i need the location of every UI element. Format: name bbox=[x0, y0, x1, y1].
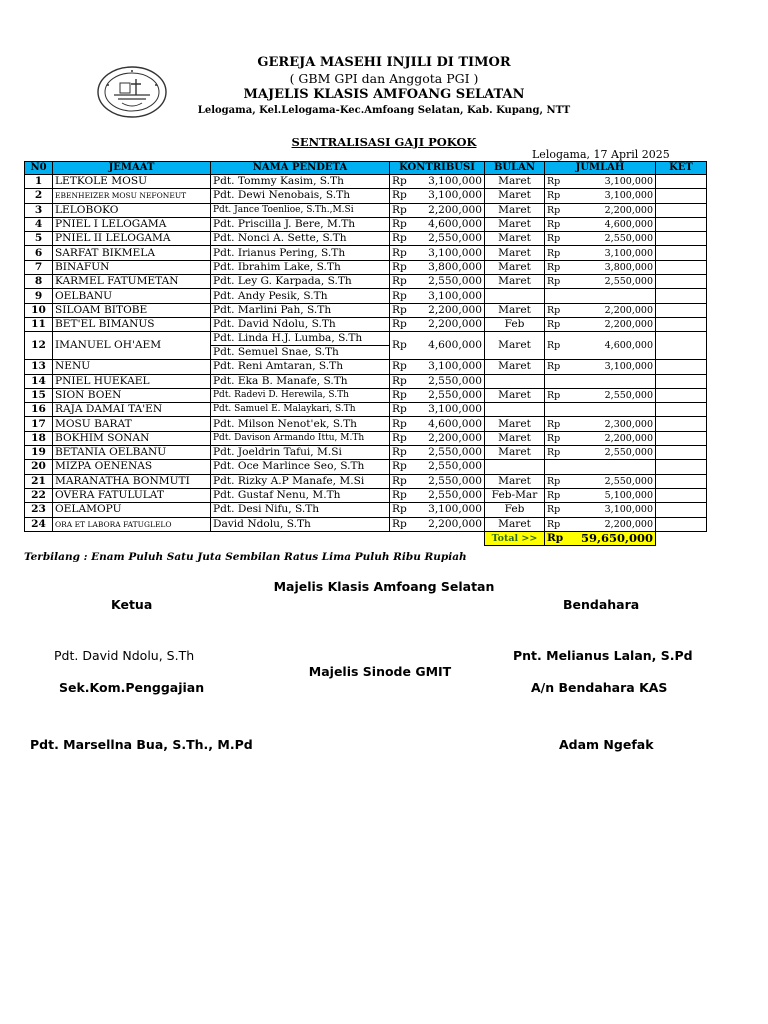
salary-table bbox=[24, 161, 707, 546]
row-jumlah-currency bbox=[545, 374, 573, 388]
row-jumlah bbox=[573, 289, 656, 303]
row-jemaat: SION BOEN bbox=[53, 388, 211, 402]
row-jumlah-currency: Rp bbox=[545, 332, 573, 360]
row-kontribusi-currency: Rp bbox=[390, 260, 418, 274]
row-kontribusi-currency: Rp bbox=[390, 503, 418, 517]
row-jumlah: 2,300,000 bbox=[573, 417, 656, 431]
row-jumlah-currency: Rp bbox=[545, 517, 573, 531]
row-bulan: Feb bbox=[485, 503, 545, 517]
row-jumlah-currency: Rp bbox=[545, 417, 573, 431]
row-ket bbox=[656, 360, 707, 374]
table-row bbox=[25, 503, 707, 517]
row-kontribusi: 2,200,000 bbox=[418, 303, 485, 317]
row-ket bbox=[656, 217, 707, 231]
row-ket bbox=[656, 431, 707, 445]
row-pendeta: Pdt. Radevi D. Herewila, S.Th bbox=[211, 388, 390, 402]
total-row bbox=[25, 531, 707, 545]
row-kontribusi: 4,600,000 bbox=[418, 217, 485, 231]
row-no: 12 bbox=[25, 332, 53, 360]
row-jemaat: MIZPA OENENAS bbox=[53, 460, 211, 474]
table-row bbox=[25, 360, 707, 374]
row-kontribusi: 2,550,000 bbox=[418, 388, 485, 402]
row-kontribusi-currency: Rp bbox=[390, 175, 418, 189]
row-jemaat: EBENHEIZER MOSU NEFONEUT bbox=[53, 189, 211, 203]
row-jumlah-currency: Rp bbox=[545, 189, 573, 203]
total-ket-spacer bbox=[656, 531, 707, 545]
row-kontribusi: 2,200,000 bbox=[418, 317, 485, 331]
sig-ketua-title: Ketua bbox=[111, 597, 153, 612]
sig-majelis-sinode: Majelis Sinode GMIT bbox=[308, 664, 452, 679]
col-header-pendeta: NAMA PENDETA bbox=[211, 162, 390, 175]
row-bulan: Maret bbox=[485, 417, 545, 431]
row-bulan: Maret bbox=[485, 260, 545, 274]
row-kontribusi: 3,100,000 bbox=[418, 175, 485, 189]
row-jemaat: PNIEL I LELOGAMA bbox=[53, 217, 211, 231]
row-jumlah: 2,550,000 bbox=[573, 275, 656, 289]
row-jumlah: 2,550,000 bbox=[573, 446, 656, 460]
row-jemaat: BOKHIM SONAN bbox=[53, 431, 211, 445]
row-kontribusi-currency: Rp bbox=[390, 289, 418, 303]
row-kontribusi-currency: Rp bbox=[390, 360, 418, 374]
row-jumlah: 2,550,000 bbox=[573, 232, 656, 246]
row-jumlah-currency: Rp bbox=[545, 360, 573, 374]
row-kontribusi: 3,100,000 bbox=[418, 246, 485, 260]
table-row bbox=[25, 289, 707, 303]
row-jumlah: 2,200,000 bbox=[573, 303, 656, 317]
row-jemaat: BETANIA OELBANU bbox=[53, 446, 211, 460]
row-jumlah-currency: Rp bbox=[545, 275, 573, 289]
row-jumlah: 2,550,000 bbox=[573, 474, 656, 488]
row-pendeta: Pdt. Dewi Nenobais, S.Th bbox=[211, 189, 390, 203]
row-pendeta: Pdt. Reni Amtaran, S.Th bbox=[211, 360, 390, 374]
row-kontribusi: 2,550,000 bbox=[418, 446, 485, 460]
row-jemaat: LELOBOKO bbox=[53, 203, 211, 217]
row-jemaat: BINAFUN bbox=[53, 260, 211, 274]
row-bulan: Maret bbox=[485, 332, 545, 360]
row-jumlah: 3,100,000 bbox=[573, 503, 656, 517]
table-row bbox=[25, 203, 707, 217]
row-kontribusi: 2,200,000 bbox=[418, 203, 485, 217]
table-row bbox=[25, 317, 707, 331]
row-pendeta-primary: Pdt. Linda H.J. Lumba, S.Th bbox=[211, 332, 389, 346]
row-jemaat: LETKOLE MOSU bbox=[53, 175, 211, 189]
row-jumlah: 2,200,000 bbox=[573, 431, 656, 445]
row-jemaat: MOSU BARAT bbox=[53, 417, 211, 431]
table-row bbox=[25, 246, 707, 260]
sig-sekkom-title: Sek.Kom.Penggajian bbox=[59, 680, 205, 695]
table-row bbox=[25, 488, 707, 502]
row-ket bbox=[656, 203, 707, 217]
row-kontribusi: 4,600,000 bbox=[418, 332, 485, 360]
row-kontribusi-currency: Rp bbox=[390, 203, 418, 217]
row-ket bbox=[656, 275, 707, 289]
row-pendeta: Pdt. Eka B. Manafe, S.Th bbox=[211, 374, 390, 388]
table-row bbox=[25, 517, 707, 531]
row-ket bbox=[656, 332, 707, 360]
total-value: 59,650,000 bbox=[573, 531, 656, 545]
col-header-jumlah: JUMLAH bbox=[545, 162, 656, 175]
row-kontribusi: 3,800,000 bbox=[418, 260, 485, 274]
sig-kas-name: Adam Ngefak bbox=[559, 737, 654, 752]
row-no: 1 bbox=[25, 175, 53, 189]
row-kontribusi: 2,550,000 bbox=[418, 488, 485, 502]
row-kontribusi-currency: Rp bbox=[390, 431, 418, 445]
sig-majelis-klasis: Majelis Klasis Amfoang Selatan bbox=[273, 579, 495, 594]
row-bulan: Maret bbox=[485, 517, 545, 531]
row-kontribusi-currency: Rp bbox=[390, 303, 418, 317]
row-no: 4 bbox=[25, 217, 53, 231]
row-bulan: Maret bbox=[485, 474, 545, 488]
row-pendeta: Pdt. David Ndolu, S.Th bbox=[211, 317, 390, 331]
table-row bbox=[25, 417, 707, 431]
row-pendeta: Pdt. Irianus Pering, S.Th bbox=[211, 246, 390, 260]
sig-bendahara-title: Bendahara bbox=[563, 597, 640, 612]
row-kontribusi-currency: Rp bbox=[390, 317, 418, 331]
row-kontribusi: 2,550,000 bbox=[418, 474, 485, 488]
row-jumlah: 5,100,000 bbox=[573, 488, 656, 502]
row-kontribusi-currency: Rp bbox=[390, 388, 418, 402]
row-jumlah: 4,600,000 bbox=[573, 332, 656, 360]
row-kontribusi: 4,600,000 bbox=[418, 417, 485, 431]
row-pendeta: Pdt. Andy Pesik, S.Th bbox=[211, 289, 390, 303]
row-jumlah-currency bbox=[545, 289, 573, 303]
row-no: 9 bbox=[25, 289, 53, 303]
row-ket bbox=[656, 175, 707, 189]
row-no: 20 bbox=[25, 460, 53, 474]
row-bulan: Maret bbox=[485, 175, 545, 189]
row-jemaat: OELBANU bbox=[53, 289, 211, 303]
row-jemaat: ORA ET LABORA FATUGLELO bbox=[53, 517, 211, 531]
sig-an-bendahara-title: A/n Bendahara KAS bbox=[531, 680, 668, 695]
row-ket bbox=[656, 460, 707, 474]
row-kontribusi: 2,550,000 bbox=[418, 460, 485, 474]
row-bulan: Maret bbox=[485, 203, 545, 217]
row-no: 5 bbox=[25, 232, 53, 246]
row-jemaat: SARFAT BIKMELA bbox=[53, 246, 211, 260]
row-ket bbox=[656, 503, 707, 517]
row-pendeta: Pdt. Desi Nifu, S.Th bbox=[211, 503, 390, 517]
row-jumlah: 4,600,000 bbox=[573, 217, 656, 231]
row-no: 14 bbox=[25, 374, 53, 388]
org-subtitle: ( GBM GPI dan Anggota PGI ) bbox=[289, 71, 479, 86]
row-jumlah-currency: Rp bbox=[545, 217, 573, 231]
row-ket bbox=[656, 189, 707, 203]
total-spacer bbox=[25, 531, 485, 545]
row-bulan: Maret bbox=[485, 388, 545, 402]
row-kontribusi-currency: Rp bbox=[390, 217, 418, 231]
row-no: 3 bbox=[25, 203, 53, 217]
row-jumlah-currency: Rp bbox=[545, 175, 573, 189]
row-bulan bbox=[485, 460, 545, 474]
row-jumlah: 2,200,000 bbox=[573, 317, 656, 331]
row-kontribusi-currency: Rp bbox=[390, 232, 418, 246]
row-bulan bbox=[485, 374, 545, 388]
row-kontribusi-currency: Rp bbox=[390, 517, 418, 531]
row-jumlah-currency bbox=[545, 403, 573, 417]
row-jemaat: PNIEL II LELOGAMA bbox=[53, 232, 211, 246]
row-pendeta: Pdt. Joeldrin Tafui, M.Si bbox=[211, 446, 390, 460]
row-kontribusi: 3,100,000 bbox=[418, 403, 485, 417]
table-row bbox=[25, 275, 707, 289]
row-jumlah: 3,100,000 bbox=[573, 175, 656, 189]
table-header-row bbox=[25, 162, 707, 175]
row-kontribusi-currency: Rp bbox=[390, 460, 418, 474]
row-bulan: Maret bbox=[485, 360, 545, 374]
table-row bbox=[25, 217, 707, 231]
row-kontribusi: 2,200,000 bbox=[418, 517, 485, 531]
row-bulan bbox=[485, 403, 545, 417]
row-bulan: Maret bbox=[485, 446, 545, 460]
row-jemaat: PNIEL HUEKAEL bbox=[53, 374, 211, 388]
row-kontribusi: 3,100,000 bbox=[418, 189, 485, 203]
row-kontribusi-currency: Rp bbox=[390, 246, 418, 260]
row-ket bbox=[656, 474, 707, 488]
row-no: 18 bbox=[25, 431, 53, 445]
row-ket bbox=[656, 303, 707, 317]
row-jumlah-currency: Rp bbox=[545, 446, 573, 460]
row-jemaat: IMANUEL OH'AEM bbox=[53, 332, 211, 360]
row-pendeta: Pdt. Marlini Pah, S.Th bbox=[211, 303, 390, 317]
row-kontribusi-currency: Rp bbox=[390, 275, 418, 289]
col-header-jemaat: JEMAAT bbox=[53, 162, 211, 175]
row-ket bbox=[656, 417, 707, 431]
row-no: 21 bbox=[25, 474, 53, 488]
row-no: 19 bbox=[25, 446, 53, 460]
row-jemaat: NENU bbox=[53, 360, 211, 374]
table-row bbox=[25, 374, 707, 388]
row-kontribusi-currency: Rp bbox=[390, 488, 418, 502]
row-ket bbox=[656, 246, 707, 260]
sig-sekkom-name: Pdt. Marsellna Bua, S.Th., M.Pd bbox=[30, 737, 253, 752]
table-row bbox=[25, 189, 707, 203]
row-kontribusi-currency: Rp bbox=[390, 332, 418, 360]
row-ket bbox=[656, 374, 707, 388]
row-jemaat: MARANATHA BONMUTI bbox=[53, 474, 211, 488]
row-jumlah bbox=[573, 403, 656, 417]
row-pendeta: David Ndolu, S.Th bbox=[211, 517, 390, 531]
row-pendeta: Pdt. Ley G. Karpada, S.Th bbox=[211, 275, 390, 289]
row-bulan: Maret bbox=[485, 246, 545, 260]
row-jumlah-currency: Rp bbox=[545, 246, 573, 260]
row-kontribusi-currency: Rp bbox=[390, 446, 418, 460]
row-jemaat: KARMEL FATUMETAN bbox=[53, 275, 211, 289]
row-no: 11 bbox=[25, 317, 53, 331]
row-jumlah-currency: Rp bbox=[545, 503, 573, 517]
row-no: 17 bbox=[25, 417, 53, 431]
row-no: 13 bbox=[25, 360, 53, 374]
row-jumlah: 2,550,000 bbox=[573, 388, 656, 402]
row-pendeta: Pdt. Jance Toenlioe, S.Th.,M.Si bbox=[211, 203, 390, 217]
table-row bbox=[25, 446, 707, 460]
table-row bbox=[25, 232, 707, 246]
row-pendeta: Pdt. Priscilla J. Bere, M.Th bbox=[211, 217, 390, 231]
row-pendeta: Pdt. Rizky A.P Manafe, M.Si bbox=[211, 474, 390, 488]
row-jumlah-currency bbox=[545, 460, 573, 474]
table-row bbox=[25, 474, 707, 488]
table-row bbox=[25, 460, 707, 474]
org-address: Lelogama, Kel.Lelogama-Kec.Amfoang Selatan, Kab. Kupang, NTT bbox=[197, 105, 571, 116]
row-kontribusi: 3,100,000 bbox=[418, 289, 485, 303]
row-bulan: Maret bbox=[485, 275, 545, 289]
majelis-name: MAJELIS KLASIS AMFOANG SELATAN bbox=[243, 87, 525, 102]
row-kontribusi-currency: Rp bbox=[390, 189, 418, 203]
row-ket bbox=[656, 517, 707, 531]
row-pendeta: Pdt. Ibrahim Lake, S.Th bbox=[211, 260, 390, 274]
row-no: 6 bbox=[25, 246, 53, 260]
amount-in-words: Terbilang : Enam Puluh Satu Juta Sembilan Ratus Lima Puluh Ribu Rupiah bbox=[24, 551, 467, 563]
row-kontribusi-currency: Rp bbox=[390, 417, 418, 431]
table-row bbox=[25, 332, 707, 360]
document-title: SENTRALISASI GAJI POKOK bbox=[291, 135, 477, 149]
row-jemaat: RAJA DAMAI TA'EN bbox=[53, 403, 211, 417]
row-jumlah-currency: Rp bbox=[545, 303, 573, 317]
row-bulan: Feb bbox=[485, 317, 545, 331]
row-jumlah-currency: Rp bbox=[545, 232, 573, 246]
row-jumlah: 3,100,000 bbox=[573, 246, 656, 260]
table-row bbox=[25, 303, 707, 317]
row-no: 24 bbox=[25, 517, 53, 531]
total-currency: Rp bbox=[545, 531, 573, 545]
row-ket bbox=[656, 317, 707, 331]
row-jumlah bbox=[573, 374, 656, 388]
row-jumlah: 2,200,000 bbox=[573, 203, 656, 217]
row-kontribusi-currency: Rp bbox=[390, 403, 418, 417]
org-name: GEREJA MASEHI INJILI DI TIMOR bbox=[257, 55, 511, 70]
row-bulan: Feb-Mar bbox=[485, 488, 545, 502]
col-header-ket: KET bbox=[656, 162, 707, 175]
row-no: 16 bbox=[25, 403, 53, 417]
row-pendeta: Pdt. Nonci A. Sette, S.Th bbox=[211, 232, 390, 246]
col-header-kontribusi: KONTRIBUSI bbox=[390, 162, 485, 175]
row-ket bbox=[656, 446, 707, 460]
row-kontribusi-currency: Rp bbox=[390, 474, 418, 488]
total-label: Total >> bbox=[485, 531, 545, 545]
table-row bbox=[25, 388, 707, 402]
sig-ketua-name: Pdt. David Ndolu, S.Th bbox=[54, 648, 195, 663]
row-bulan: Maret bbox=[485, 232, 545, 246]
row-bulan bbox=[485, 289, 545, 303]
row-ket bbox=[656, 232, 707, 246]
row-pendeta: Pdt. Gustaf Nenu, M.Th bbox=[211, 488, 390, 502]
row-pendeta bbox=[211, 332, 390, 360]
row-jumlah: 3,800,000 bbox=[573, 260, 656, 274]
row-kontribusi: 2,550,000 bbox=[418, 275, 485, 289]
row-bulan: Maret bbox=[485, 431, 545, 445]
row-jumlah-currency: Rp bbox=[545, 474, 573, 488]
document-date: Lelogama, 17 April 2025 bbox=[532, 148, 670, 161]
row-jumlah-currency: Rp bbox=[545, 317, 573, 331]
row-ket bbox=[656, 388, 707, 402]
row-ket bbox=[656, 403, 707, 417]
row-kontribusi: 3,100,000 bbox=[418, 360, 485, 374]
row-no: 23 bbox=[25, 503, 53, 517]
row-kontribusi: 2,550,000 bbox=[418, 374, 485, 388]
row-jemaat: SILOAM BITOBE bbox=[53, 303, 211, 317]
row-kontribusi: 3,100,000 bbox=[418, 503, 485, 517]
row-jumlah-currency: Rp bbox=[545, 388, 573, 402]
row-no: 7 bbox=[25, 260, 53, 274]
row-jumlah: 3,100,000 bbox=[573, 189, 656, 203]
row-jumlah-currency: Rp bbox=[545, 203, 573, 217]
row-pendeta: Pdt. Tommy Kasim, S.Th bbox=[211, 175, 390, 189]
row-no: 22 bbox=[25, 488, 53, 502]
row-pendeta: Pdt. Samuel E. Malaykari, S.Th bbox=[211, 403, 390, 417]
table-row bbox=[25, 260, 707, 274]
row-bulan: Maret bbox=[485, 303, 545, 317]
row-jemaat: OELAMOPU bbox=[53, 503, 211, 517]
row-jemaat: BET'EL BIMANUS bbox=[53, 317, 211, 331]
row-ket bbox=[656, 488, 707, 502]
row-jumlah: 2,200,000 bbox=[573, 517, 656, 531]
table-row bbox=[25, 431, 707, 445]
row-kontribusi: 2,200,000 bbox=[418, 431, 485, 445]
row-jumlah-currency: Rp bbox=[545, 488, 573, 502]
row-pendeta-secondary: Pdt. Semuel Snae, S.Th bbox=[213, 346, 339, 359]
col-header-bulan: BULAN bbox=[485, 162, 545, 175]
row-jemaat: OVERA FATULULAT bbox=[53, 488, 211, 502]
row-jumlah: 3,100,000 bbox=[573, 360, 656, 374]
row-ket bbox=[656, 260, 707, 274]
row-kontribusi: 2,550,000 bbox=[418, 232, 485, 246]
row-ket bbox=[656, 289, 707, 303]
row-bulan: Maret bbox=[485, 189, 545, 203]
table-row bbox=[25, 175, 707, 189]
table-row bbox=[25, 403, 707, 417]
row-jumlah bbox=[573, 460, 656, 474]
row-kontribusi-currency: Rp bbox=[390, 374, 418, 388]
row-no: 2 bbox=[25, 189, 53, 203]
row-jumlah-currency: Rp bbox=[545, 431, 573, 445]
row-no: 8 bbox=[25, 275, 53, 289]
col-header-no: N0 bbox=[25, 162, 53, 175]
row-jumlah-currency: Rp bbox=[545, 260, 573, 274]
row-pendeta: Pdt. Davison Armando Ittu, M.Th bbox=[211, 431, 390, 445]
sig-bendahara-name: Pnt. Melianus Lalan, S.Pd bbox=[513, 648, 693, 663]
row-no: 10 bbox=[25, 303, 53, 317]
row-pendeta: Pdt. Milson Nenot'ek, S.Th bbox=[211, 417, 390, 431]
row-no: 15 bbox=[25, 388, 53, 402]
row-pendeta: Pdt. Oce Marlince Seo, S.Th bbox=[211, 460, 390, 474]
row-bulan: Maret bbox=[485, 217, 545, 231]
